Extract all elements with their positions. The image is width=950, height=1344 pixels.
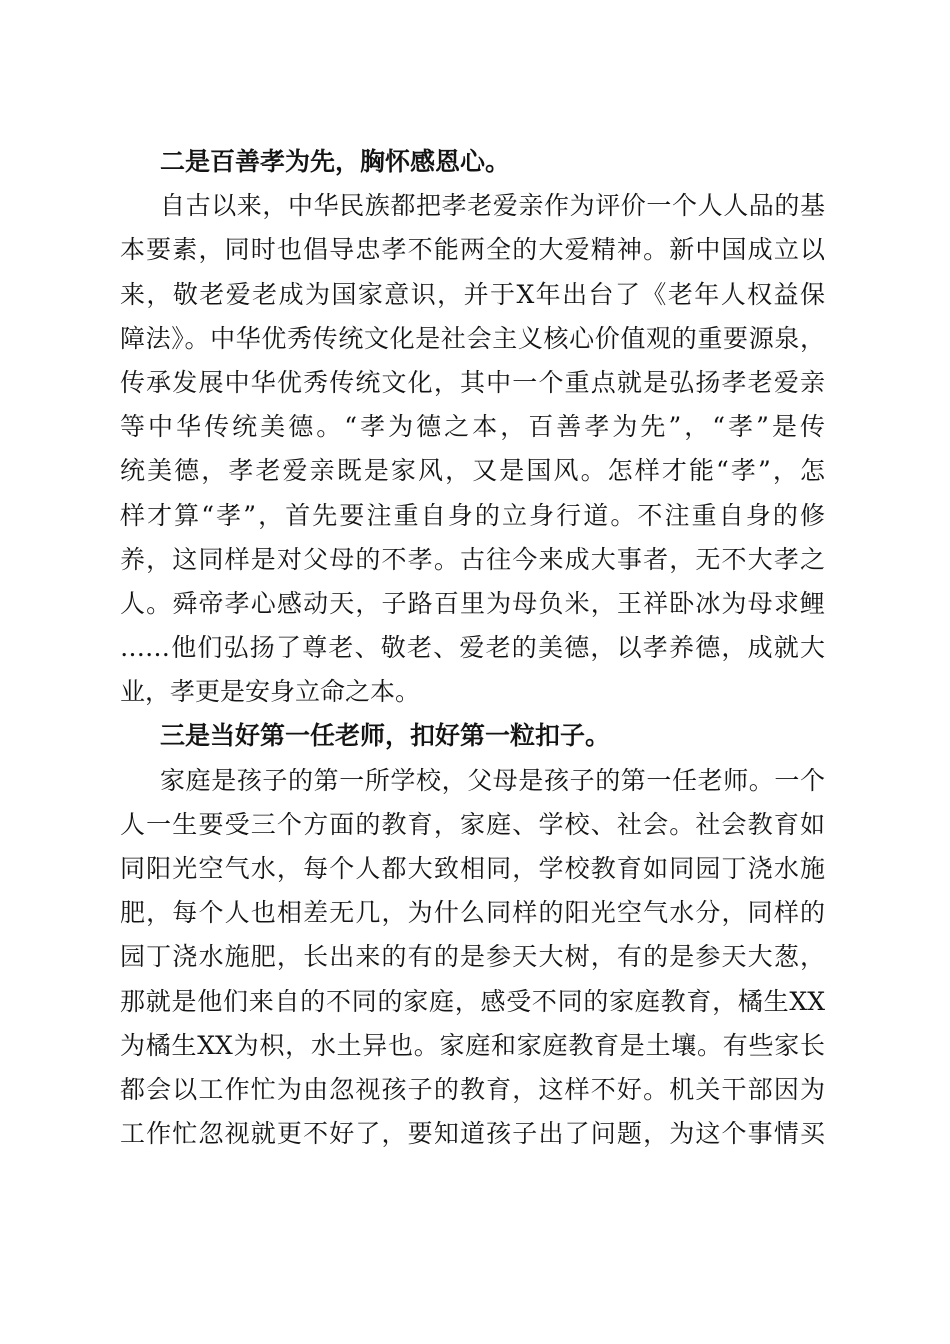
section-heading-2: 二是百善孝为先，胸怀感恩心。 [160,147,511,176]
paragraph-line: 园丁浇水施肥，长出来的有的是参天大树，有的是参天大葱， [120,942,825,972]
paragraph-line: 样才算“孝”，首先要注重自身的立身行道。不注重自身的修 [120,500,825,530]
paragraph-line: 传承发展中华优秀传统文化，其中一个重点就是弘扬孝老爱亲 [120,367,825,397]
paragraph-line: 养，这同样是对父母的不孝。古往今来成大事者，无不大孝之 [120,544,825,574]
section-heading-3: 三是当好第一任老师，扣好第一粒扣子。 [160,721,611,751]
paragraph-line: 肥，每个人也相差无几，为什么同样的阳光空气水分，同样的 [120,898,825,928]
paragraph-line: ……他们弘扬了尊老、敬老、爱老的美德，以孝养德，成就大 [120,633,825,663]
paragraph-line: 等中华传统美德。“孝为德之本，百善孝为先”，“孝”是传 [120,412,825,442]
paragraph-line: 人一生要受三个方面的教育，家庭、学校、社会。社会教育如 [120,809,825,839]
document-body [120,140,825,1156]
paragraph-line: 本要素，同时也倡导忠孝不能两全的大爱精神。新中国成立以 [120,235,825,265]
paragraph-line: 都会以工作忙为由忽视孩子的教育，这样不好。机关干部因为 [120,1074,825,1104]
paragraph-line: 家庭是孩子的第一所学校，父母是孩子的第一任老师。一个 [160,765,825,795]
paragraph-line: 那就是他们来自的不同的家庭，感受不同的家庭教育，橘生XX [120,986,825,1016]
paragraph-line: 障法》。中华优秀传统文化是社会主义核心价值观的重要源泉， [120,323,825,353]
paragraph-line: 工作忙忽视就更不好了，要知道孩子出了问题，为这个事情买 [120,1119,825,1149]
paragraph-line: 业，孝更是安身立命之本。 [120,677,421,707]
paragraph-line: 为橘生XX为枳，水土异也。家庭和家庭教育是土壤。有些家长 [120,1030,825,1060]
paragraph-line: 自古以来，中华民族都把孝老爱亲作为评价一个人人品的基 [160,191,825,221]
paragraph-line: 人。舜帝孝心感动天，子路百里为母负米，王祥卧冰为母求鲤 [120,588,825,618]
paragraph-line: 同阳光空气水，每个人都大致相同，学校教育如同园丁浇水施 [120,854,825,883]
paragraph-line: 统美德，孝老爱亲既是家风，又是国风。怎样才能“孝”，怎 [120,456,825,486]
paragraph-line: 来，敬老爱老成为国家意识，并于X年出台了《老年人权益保 [120,279,825,309]
